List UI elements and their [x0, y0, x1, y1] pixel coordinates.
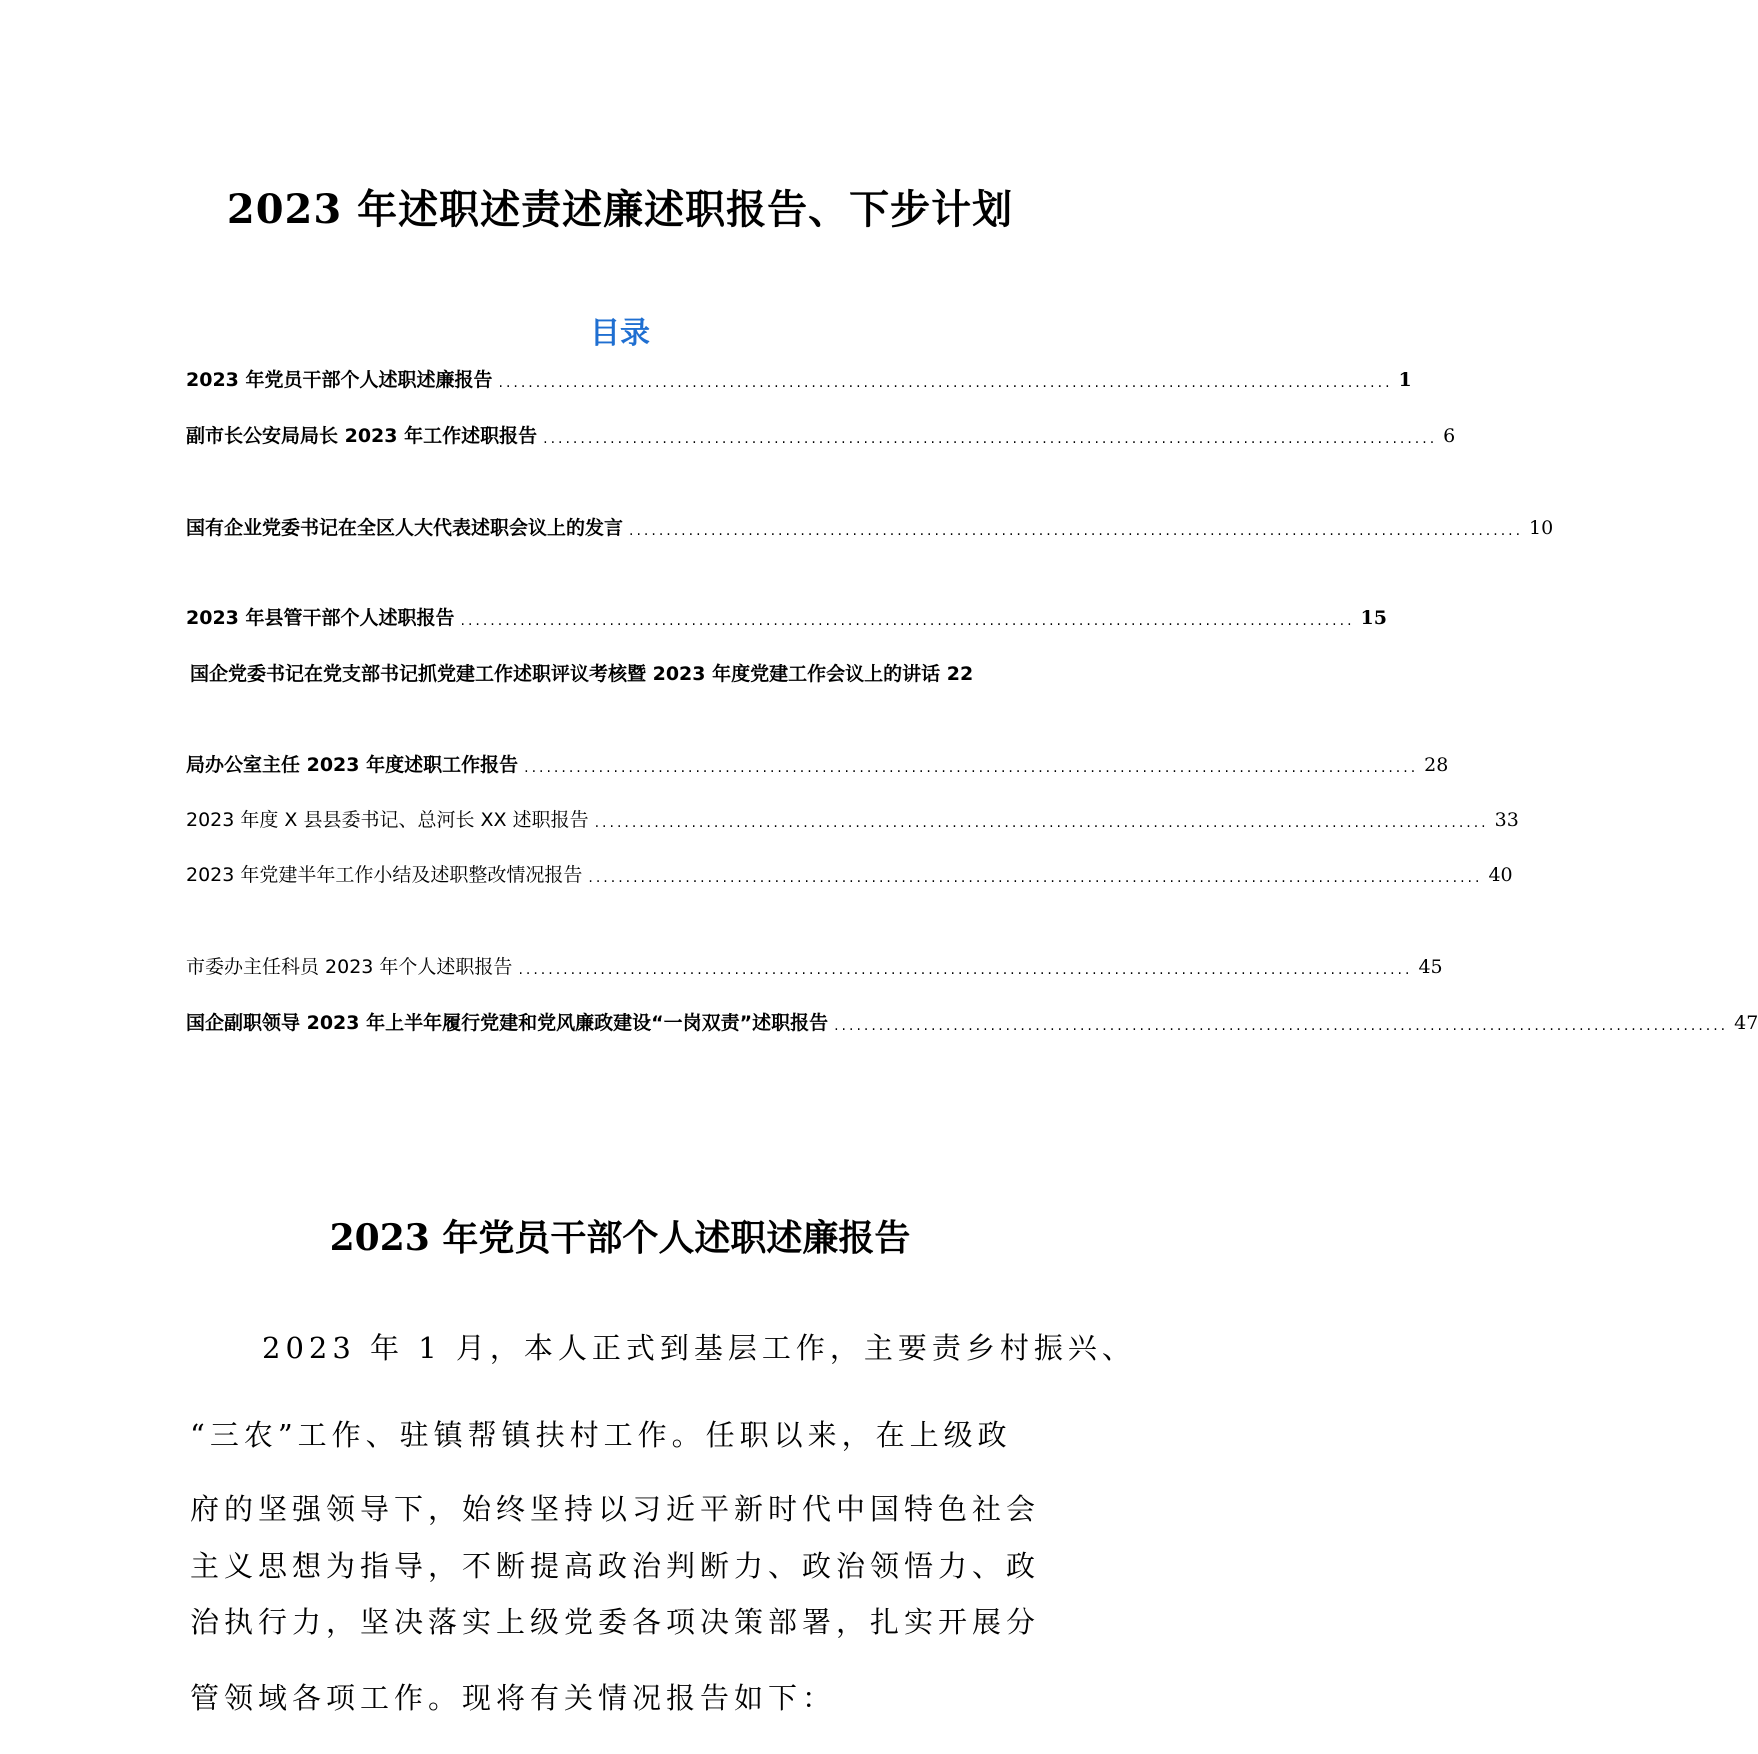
- toc-entry[interactable]: [186, 365, 1412, 395]
- toc-entry[interactable]: [186, 421, 1456, 451]
- toc-entry[interactable]: [186, 805, 1519, 835]
- toc-entry-page: 28: [1424, 754, 1449, 776]
- toc-leader-dots: ........................................................................................................................: [629, 523, 1524, 539]
- toc-entry-title: 2023 年县管干部个人述职报告: [186, 607, 455, 629]
- toc-entry[interactable]: [186, 513, 1554, 543]
- toc-leader-dots: ........................................................................................................................: [524, 760, 1419, 776]
- toc-entry[interactable]: [186, 860, 1513, 890]
- toc-entry-title: 2023 年党员干部个人述职述廉报告: [186, 369, 493, 391]
- toc-entry-page: 10: [1529, 517, 1554, 539]
- section-title: 2023 年党员干部个人述职述廉报告: [329, 1217, 911, 1259]
- paragraph-line: 2023 年 1 月，本人正式到基层工作，主要责乡村振兴、: [262, 1331, 1136, 1365]
- toc-entry[interactable]: [186, 952, 1443, 982]
- toc-leader-dots: ........................................................................................................................: [518, 962, 1413, 978]
- toc-entry-page: 40: [1488, 864, 1513, 886]
- toc-entry-title: 局办公室主任 2023 年度述职工作报告: [186, 754, 519, 776]
- toc-entry-page: 6: [1443, 425, 1456, 447]
- toc-entry[interactable]: [186, 1008, 1758, 1038]
- toc-leader-dots: ........................................................................................................................: [834, 1018, 1729, 1034]
- toc-entry[interactable]: [190, 659, 1050, 689]
- toc-entry[interactable]: [186, 750, 1449, 780]
- toc-entry-title: 国企副职领导 2023 年上半年履行党建和党风廉政建设“一岗双责”述职报告: [186, 1012, 829, 1034]
- paragraph-line: 主义思想为指导，不断提高政治判断力、政治领悟力、政: [190, 1549, 1041, 1583]
- paragraph-line: “三农”工作、驻镇帮镇扶村工作。任职以来，在上级政: [190, 1418, 1012, 1452]
- toc-entry-title: 国有企业党委书记在全区人大代表述职会议上的发言: [186, 517, 624, 539]
- toc-leader-dots: ........................................................................................................................: [498, 375, 1393, 391]
- toc-entry-page: 33: [1494, 809, 1519, 831]
- toc-entry-title: 国企党委书记在党支部书记抓党建工作述职评议考核暨 2023 年度党建工作会议上的讲话 22: [190, 663, 974, 685]
- toc-entry[interactable]: [186, 603, 1387, 633]
- toc-leader-dots: ........................................................................................................................: [543, 431, 1438, 447]
- document-title: 2023 年述职述责述廉述职报告、下步计划: [226, 186, 1014, 233]
- toc-leader-dots: ........................................................................................................................: [588, 870, 1483, 886]
- toc-entry-page: 1: [1398, 369, 1412, 391]
- paragraph-line: 治执行力，坚决落实上级党委各项决策部署，扎实开展分: [190, 1605, 1041, 1639]
- toc-entry-title: 2023 年度 X 县县委书记、总河长 XX 述职报告: [186, 809, 589, 831]
- paragraph-line: 府的坚强领导下，始终坚持以习近平新时代中国特色社会: [190, 1492, 1041, 1526]
- toc-entry-title: 市委办主任科员 2023 年个人述职报告: [186, 956, 513, 978]
- toc-leader-dots: ........................................................................................................................: [460, 613, 1355, 629]
- paragraph-line: 管领域各项工作。现将有关情况报告如下：: [190, 1681, 837, 1715]
- toc-heading: 目录: [590, 316, 650, 351]
- toc-leader-dots: ........................................................................................................................: [594, 815, 1489, 831]
- toc-entry-page: 47: [1734, 1012, 1758, 1034]
- toc-entry-title: 副市长公安局局长 2023 年工作述职报告: [186, 425, 538, 447]
- toc-entry-page: 15: [1360, 607, 1387, 629]
- toc-entry-page: 45: [1418, 956, 1443, 978]
- toc-entry-title: 2023 年党建半年工作小结及述职整改情况报告: [186, 864, 583, 886]
